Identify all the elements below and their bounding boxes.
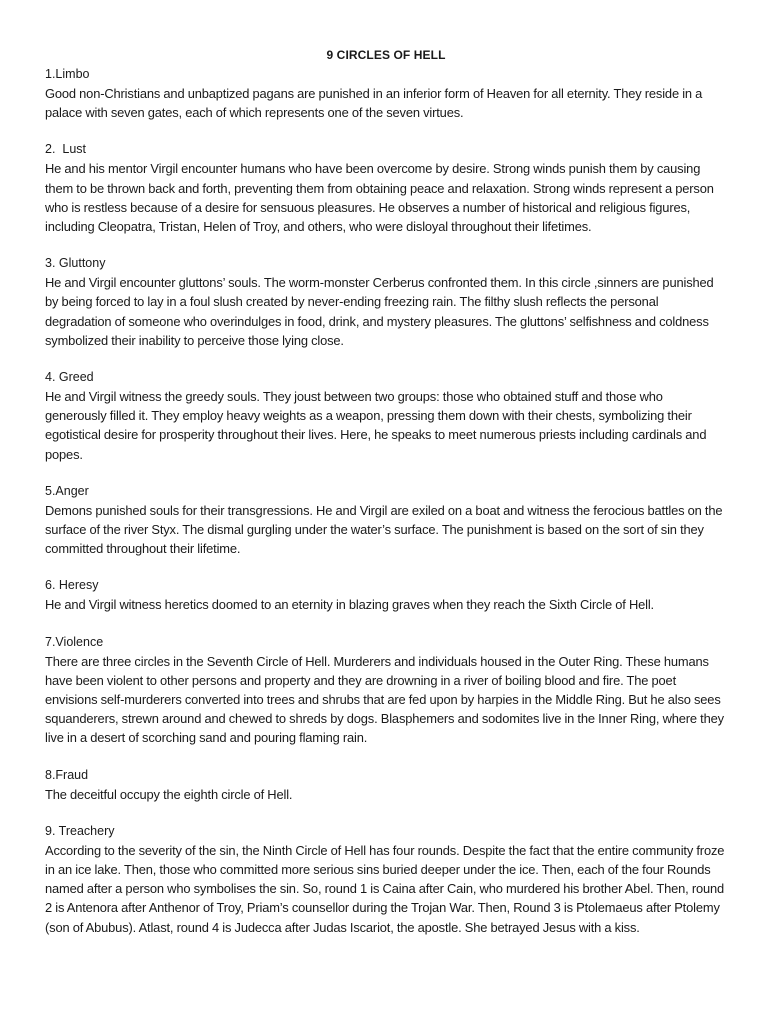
section-violence bbox=[45, 633, 727, 748]
document-page bbox=[45, 46, 727, 955]
section-body: He and Virgil witness heretics doomed to an eternity in blazing graves when they reach the Sixth Circle of Hell. bbox=[45, 597, 654, 613]
section-greed bbox=[45, 368, 727, 464]
section-heading: 8.Fraud bbox=[45, 767, 89, 782]
section-body: According to the severity of the sin, the Ninth Circle of Hell has four rounds. Despite the fact that the entire community froze in an ice lake. Then, those who committed more serious sins buried deeper under the ice. Then, each of the four Rounds named after a person who symbolises the sin. So, round 1 is Caina after Cain, who murdered his brother Abel. Then, round 2 is Antenora after Anthenor of Troy, Priam’s counsellor during the Trojan War. Then, Round 3 is Ptolemaeus after Ptolemy (son of Abubus). Atlast, round 4 is Judecca after Judas Iscariot, the apostle. She betrayed Jesus with a kiss. bbox=[45, 842, 725, 935]
section-heading: 9. Treachery bbox=[45, 823, 115, 838]
section-heresy bbox=[45, 576, 727, 614]
document-title: 9 CIRCLES OF HELL bbox=[326, 48, 446, 62]
section-heading: 2. Lust bbox=[45, 142, 86, 157]
section-heading: 5.Anger bbox=[45, 483, 89, 498]
section-body: He and Virgil witness the greedy souls. They joust between two groups: those who obtained stuff and those who generously filled it. They employ heavy weights as a weapon, pressing them down with their chests, symbolizing their egotistical desire for prosperity throughout their lives. Here, he speaks to meet numerous priests including cardinals and popes. bbox=[45, 389, 707, 462]
section-body: Good non-Christians and unbaptized pagans are punished in an inferior form of Heaven for all eternity. They reside in a palace with seven gates, each of which represents one of the seven virtues. bbox=[45, 86, 703, 121]
section-anger bbox=[45, 482, 727, 559]
section-lust bbox=[45, 140, 727, 236]
section-heading: 6. Heresy bbox=[45, 578, 99, 593]
section-gluttony bbox=[45, 254, 727, 350]
section-heading: 1.Limbo bbox=[45, 67, 90, 81]
section-body: Demons punished souls for their transgressions. He and Virgil are exiled on a boat and witness the ferocious battles on the surface of the river Styx. The dismal gurgling under the water’s surface. The punishment is based on the sort of sin they committed throughout their lifetime. bbox=[45, 502, 723, 557]
section-heading: 7.Violence bbox=[45, 634, 104, 649]
section-fraud bbox=[45, 766, 727, 804]
section-body: There are three circles in the Seventh Circle of Hell. Murderers and individuals housed in the Outer Ring. These humans have been violent to other persons and property and they are drowning in a river of boiling blood and fire. The poet envisions self-murderers converted into trees and shrubs that are fed upon by harpies in the Middle Ring. But he also sees squanderers, strewn around and chewed to shreds by dogs. Blasphemers and sodomites live in the Inner Ring, where they live in a desert of scorching sand and pouring flaming rain. bbox=[45, 653, 724, 746]
section-body: He and his mentor Virgil encounter humans who have been overcome by desire. Strong winds punish them by causing them to be thrown back and forth, preventing them from obtaining peace and relaxation. Strong winds represent a person who is restless because of a desire for sensuous pleasures. He observes a number of historical and religious figures, including Cleopatra, Tristan, Helen of Troy, and others, who were disloyal throughout their lifetimes. bbox=[45, 161, 714, 235]
section-treachery bbox=[45, 822, 727, 937]
section-limbo bbox=[45, 65, 727, 122]
section-heading: 4. Greed bbox=[45, 370, 94, 385]
section-body: He and Virgil encounter gluttons’ souls. The worm-monster Cerberus confronted them. In this circle ,sinners are punished by being forced to lay in a foul slush created by never-ending freezing rain. The filthy slush reflects the personal degradation of someone who overindulges in food, drink, and mystery pleasures. The gluttons’ selfishness and coldness symbolized their inability to perceive those lying close. bbox=[45, 275, 714, 348]
section-body: The deceitful occupy the eighth circle of Hell. bbox=[45, 786, 293, 802]
section-heading: 3. Gluttony bbox=[45, 256, 106, 271]
